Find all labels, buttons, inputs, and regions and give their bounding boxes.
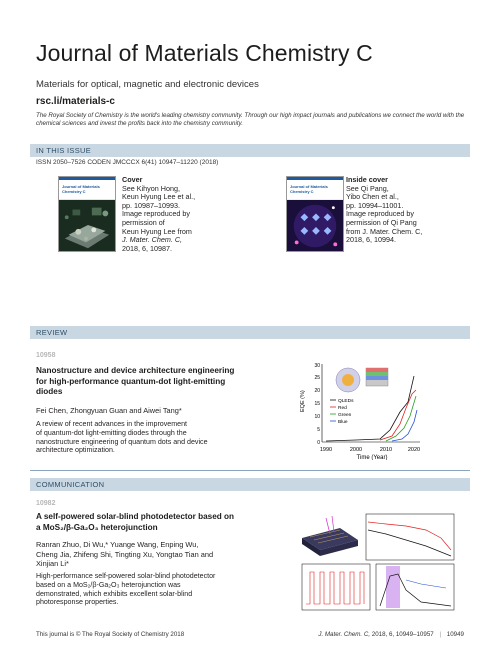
y-tick-label: 0 bbox=[317, 440, 320, 446]
review-bar: REVIEW bbox=[30, 326, 470, 339]
cover-line: 2018, 6, 10994. bbox=[346, 235, 396, 245]
inside-cover-artwork bbox=[287, 199, 343, 252]
cover-line: Keun Hyung Lee et al., bbox=[122, 192, 196, 202]
legend-label: QLEDs bbox=[338, 399, 354, 404]
x-tick-label: 1990 bbox=[319, 447, 333, 453]
cover-line: See Qi Pang, bbox=[346, 183, 389, 193]
cover-line: See Kihyon Hong, bbox=[122, 183, 180, 193]
spectral-plot bbox=[376, 564, 454, 610]
cover-line: Image reproduced by bbox=[346, 209, 414, 219]
communication-title[interactable]: A self-powered solar-blind photodetector based on a MoS₂/β-Ga₂O₃ heterojunction bbox=[36, 512, 235, 532]
inside-cover-caption bbox=[346, 176, 422, 245]
y-axis-label: EQE (%) bbox=[300, 390, 306, 412]
cover-line: pp. 10994–11001. bbox=[346, 200, 404, 210]
footer-copyright: This journal is © The Royal Society of Chemistry 2018 bbox=[36, 631, 185, 638]
communication-bar: COMMUNICATION bbox=[30, 478, 470, 491]
y-tick-label: 15 bbox=[314, 401, 320, 407]
x-tick-label: 2020 bbox=[407, 447, 421, 453]
cover-line: Image reproduced by bbox=[122, 209, 190, 219]
cover-heading: Cover bbox=[122, 175, 143, 184]
cover-journal-name: Journal of Materials Chemistry C bbox=[290, 184, 328, 194]
legend-label: Blue bbox=[338, 420, 348, 425]
communication-abstract: High-performance self-powered solar-blind photodetector based on a MoS₂/β-Ga₂O₃ heterojunction was demonstrated, which exhibits excellent solar-blind photoresponse properties. bbox=[36, 572, 216, 607]
issn-line: ISSN 2050–7526 CODEN JMCCCX 6(41) 10947–11220 (2018) bbox=[36, 159, 219, 166]
review-title[interactable]: Nanostructure and device architecture engineering for high-performance quantum-dot light-emitting diodes bbox=[36, 366, 235, 396]
journal-title: Journal of Materials Chemistry C bbox=[36, 40, 373, 66]
y-tick-label: 20 bbox=[314, 388, 320, 394]
y-tick-label: 30 bbox=[314, 363, 320, 369]
cover-journal-name: Journal of Materials Chemistry C bbox=[62, 184, 100, 194]
device-schematic bbox=[302, 516, 358, 556]
communication-graphic bbox=[296, 510, 460, 614]
communication-page-number[interactable]: 10982 bbox=[36, 500, 56, 507]
y-tick-label: 10 bbox=[314, 414, 320, 420]
cover-artwork bbox=[59, 199, 115, 252]
y-tick-label: 25 bbox=[314, 375, 320, 381]
cover-line: permission of Qi Pang bbox=[346, 217, 417, 227]
review-graphic bbox=[296, 360, 426, 460]
cover-line: from J. Mater. Chem. C, bbox=[346, 226, 423, 236]
in-this-issue-bar: IN THIS ISSUE bbox=[30, 144, 470, 157]
society-statement: The Royal Society of Chemistry is the world's leading chemistry community. Through our high impact journals and publications we connect the world with the chemical sciences and invest the profits back into the chemistry community. bbox=[36, 112, 465, 127]
journal-url[interactable]: rsc.li/materials-c bbox=[36, 96, 115, 107]
divider bbox=[30, 470, 470, 471]
cover-line: permission of bbox=[122, 217, 165, 227]
photoresponse-plot bbox=[302, 564, 370, 610]
legend-label: Green bbox=[338, 413, 352, 418]
x-axis-label: Time (Year) bbox=[356, 455, 388, 460]
communication-authors: Ranran Zhuo, Di Wu,* Yuange Wang, Enping Wu, Cheng Jia, Zhifeng Shi, Tingting Xu, Yongtao Tian and Xinjian Li* bbox=[36, 540, 214, 568]
journal-subtitle: Materials for optical, magnetic and electronic devices bbox=[36, 79, 259, 90]
legend-label: Red bbox=[338, 406, 347, 411]
cover-line: J. Mater. Chem. C, bbox=[122, 235, 183, 245]
y-tick-label: 5 bbox=[317, 427, 320, 433]
cover-line: 2018, 6, 10987. bbox=[122, 243, 172, 253]
cover-line: pp. 10987–10993. bbox=[122, 200, 180, 210]
review-abstract: A review of recent advances in the improvement of quantum-dot light-emitting diodes through the nanostructure engineering of quantum dots and device architecture optimization. bbox=[36, 420, 208, 455]
footer-page-number: 10949 bbox=[446, 631, 464, 638]
quantum-dot-illustration bbox=[336, 368, 388, 392]
review-authors: Fei Chen, Zhongyuan Guan and Aiwei Tang* bbox=[36, 406, 182, 415]
cover-image[interactable] bbox=[58, 176, 116, 252]
cover-line: Yibo Chen et al., bbox=[346, 192, 399, 202]
footer-citation: J. Mater. Chem. C, 2018, 6, 10949–10957 | 10949 bbox=[318, 631, 464, 638]
review-page-number[interactable]: 10958 bbox=[36, 352, 56, 359]
inside-cover-image[interactable] bbox=[286, 176, 344, 252]
cover-line: Keun Hyung Lee from bbox=[122, 226, 192, 236]
iv-plot bbox=[366, 514, 454, 560]
inside-cover-heading: Inside cover bbox=[346, 175, 388, 184]
cover-caption bbox=[122, 176, 195, 253]
x-tick-label: 2000 bbox=[349, 447, 363, 453]
x-tick-label: 2010 bbox=[379, 447, 393, 453]
